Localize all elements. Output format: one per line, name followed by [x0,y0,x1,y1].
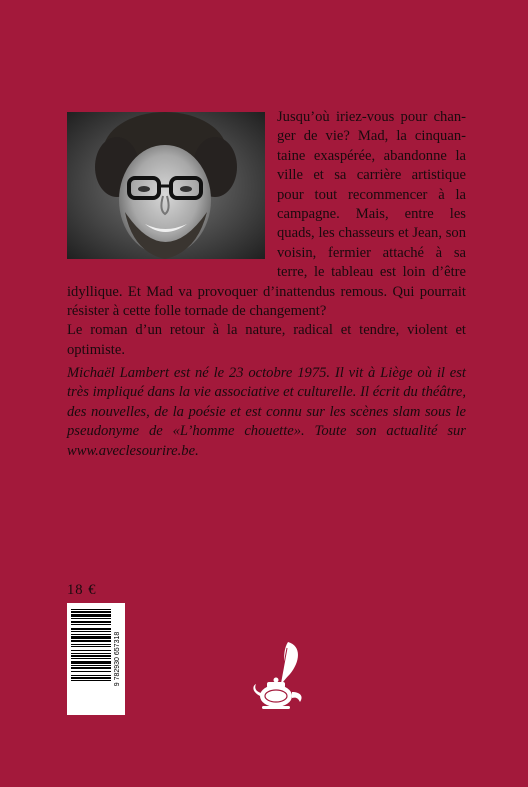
barcode-bar [71,614,111,617]
barcode-bar [71,628,111,630]
synopsis [67,108,466,360]
barcode-bar [71,661,111,664]
barcode-bar [71,675,111,676]
tagline-text: Le roman d’un retour à la nature, radical et tendre, violent et optimiste. [67,322,466,358]
barcode-bar [71,658,111,659]
barcode-bar [71,644,111,645]
barcode-bar [71,677,111,679]
barcode-graphic [67,603,125,715]
barcode-bar [71,650,111,651]
barcode-bar [71,609,111,610]
barcode-bar [71,646,111,647]
publisher-teapot-logo [250,640,308,712]
barcode-bar [71,640,111,642]
author-bio: Michaël Lambert est né le 23 octobre 1975. Il vit à Liège où il est très impliqué dans la vie associative et culturelle. Il écrit du théâtre, des nouvelles, de la poésie et est connu sur les scènes slam sous le pseudonyme de «L’homme chouette». Toute son actualité sur www.aveclesourire.be. [67,365,466,459]
isbn-digits: 9 782930 657318 [114,631,121,687]
barcode-bar [71,653,111,654]
barcode-bar [71,665,111,666]
barcode-bar [71,667,111,669]
barcode-bar [71,631,111,632]
barcode-bar [71,671,111,672]
barcode-bar [71,611,111,613]
barcode-bar [71,636,111,639]
barcode-bar [71,618,111,619]
barcode-bar [71,655,111,657]
synopsis-text: Jusqu’où iriez-vous pour changer de vie? Mad, la cinquantaine exaspérée, abandonne la ville et sa carrière artistique pour tout recommencer à la campagne. Mais, entre les quads, les chasseurs et Jean, son voisin, fermier attaché à sa terre, le tableau est loin d’être idyllique. Et Mad va provoquer d’inattendus remous. Qui pourrait résister à cette folle tornade de changement? [67,109,466,320]
barcode-bar [71,634,111,635]
photo-spacer [67,108,277,264]
price-label: 18 € [67,582,97,598]
barcode-bar [71,621,111,623]
isbn-barcode [67,603,125,715]
barcode-bar [71,624,111,625]
barcode-bar [71,680,111,681]
